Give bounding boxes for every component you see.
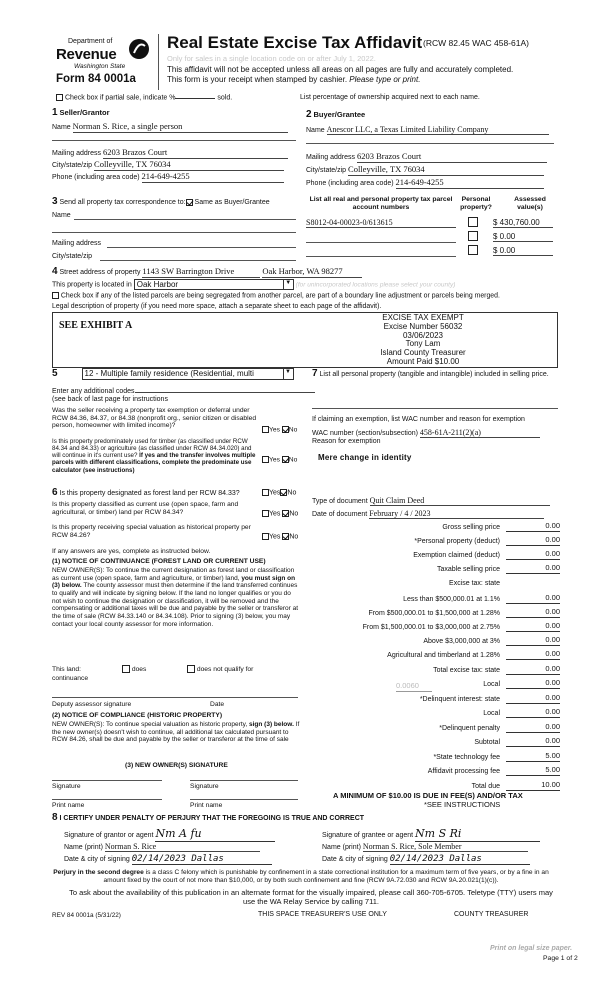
buyer-mail-row: Mailing address 6203 Brazos Court [306, 152, 547, 163]
ownership-percent-note: List percentage of ownership acquired next to each name. [300, 94, 480, 101]
total-label: Local [483, 709, 500, 717]
total-label: *State technology fee [433, 753, 500, 761]
total-value[interactable]: 0.00 [506, 550, 560, 560]
new-owner-signature-heading: (3) NEW OWNER(S) SIGNATURE [125, 762, 228, 769]
total-value[interactable]: 5.00 [506, 752, 560, 762]
total-label: Gross selling price [442, 523, 500, 531]
exemption-yes-checkbox[interactable] [262, 426, 269, 433]
seller-phone-row: Phone (including area code) 214-649-4255 [52, 172, 284, 183]
location-row: This property is located in Oak Harbor ▼ (for unincorporated locations please select your county) [52, 280, 456, 289]
seller-mail-field[interactable]: 6203 Brazos Court [103, 148, 288, 159]
current-use-no-checkbox[interactable] [282, 510, 289, 517]
total-label: Local [483, 680, 500, 688]
legal-description-text: SEE EXHIBIT A [59, 320, 133, 331]
timber-yes-no: Yes No [262, 456, 297, 464]
continuance-notice-text: NEW OWNER(S): To continue the current designation as forest land or classification as current use (open space, farm and agriculture, or timber) land, you must sign on (3) below. The county assessor must then determine if the land transferred continues to qualify and will indicate by signing below. If the land no longer qualifies or you do not wish to continue the designation or classification, it will be removed and the compensating or additional taxes will be due and payable by the seller or transferor at the time of sale (RCW 84.33.140 or 84.34.108). Prior to signing (3) below, you may contact your local county assessor for more information. [52, 567, 299, 628]
total-row [312, 708, 560, 718]
forest-yes-no: Yes No [262, 489, 296, 497]
buyer-mail-field[interactable]: 6203 Brazos Court [357, 152, 547, 163]
parcel-row [306, 218, 456, 228]
total-row [312, 636, 560, 646]
buyer-phone-row: Phone (including area code) 214-649-4255 [306, 178, 544, 189]
dor-logo-mark-icon [128, 38, 150, 60]
answers-instruction: If any answers are yes, complete as instructed below. [52, 548, 211, 555]
total-label: *Delinquent interest: state [419, 695, 500, 703]
deputy-date-label: Date [210, 701, 225, 708]
additional-codes-row: Enter any additional codes [52, 388, 315, 396]
total-row [312, 781, 560, 791]
buyer-city-field[interactable]: Colleyville, TX 76034 [348, 165, 544, 176]
seller-mail-row: Mailing address 6203 Brazos Court [52, 148, 288, 159]
seller-name-field[interactable]: Norman S. Rice, a single person [73, 122, 288, 133]
form-title: Real Estate Excise Tax Affidavit [167, 33, 423, 52]
partial-sale-checkbox[interactable] [56, 94, 63, 101]
total-label: Subtotal [474, 738, 500, 746]
does-checkbox[interactable] [122, 665, 130, 673]
total-label: Above $3,000,000 at 3% [423, 637, 500, 645]
excise-stamp: EXCISE TAX EXEMPT Excise Number 56032 03/06/2023 Tony Lam Island County Treasurer Amount Paid $10.00 [380, 313, 466, 366]
see-instructions: *SEE INSTRUCTIONS [424, 800, 501, 809]
alt-format-notice: To ask about the availability of this publication in an alternate format for the visually impaired, please call 360-705-6705. Teletype (TTY) users may use the WA Relay Service by calling 711. [69, 888, 553, 906]
form-number: Form 84 0001a [56, 73, 136, 85]
chevron-down-icon: ▼ [283, 369, 293, 379]
total-value[interactable]: 5.00 [506, 766, 560, 776]
total-row [312, 694, 560, 704]
total-label: Less than $500,000.01 at 1.1% [403, 595, 500, 603]
total-value[interactable]: 0.00 [506, 650, 560, 660]
segregation-checkbox[interactable] [52, 292, 59, 299]
total-value[interactable]: 0.00 [506, 708, 560, 718]
total-row [312, 723, 560, 733]
total-label: Taxable selling price [436, 565, 500, 573]
grantee-date-field[interactable]: 02/14/2023 Dallas [390, 854, 530, 865]
seller-name-row: Name Norman S. Rice, a single person [52, 122, 296, 133]
logo-revenue: Revenue [56, 46, 117, 64]
exemption-label: If claiming an exemption, list WAC number and reason for exemption [312, 416, 525, 423]
doc-type-field[interactable]: Quit Claim Deed [370, 496, 550, 506]
legal-description-box[interactable] [52, 312, 558, 368]
codes-note: (see back of last page for instructions [52, 396, 168, 403]
seller-phone-field[interactable]: 214-649-4255 [142, 172, 284, 183]
total-row [312, 679, 560, 689]
certify-heading: 8 I CERTIFY UNDER PENALTY OF PERJURY THAT THE FOREGOING IS TRUE AND CORRECT [52, 812, 365, 823]
same-as-buyer-checkbox[interactable] [186, 199, 193, 206]
doc-date-row: Date of document February / 4 / 2023 [312, 509, 544, 519]
page-number: Page 1 of 2 [543, 955, 578, 962]
buyer-phone-field[interactable]: 214-649-4255 [396, 178, 544, 189]
exemption-yes-no: Yes No [262, 426, 297, 434]
parcel-number-field[interactable]: S8012-04-00023-0/613615 [306, 218, 456, 228]
grantor-sig-row: Signature of grantor or agent Nm A fu [64, 828, 275, 842]
reason-label: Reason for exemption [312, 438, 381, 445]
parcel-personal-checkbox[interactable] [468, 217, 478, 227]
total-row [312, 737, 560, 747]
perjury-notice: Perjury in the second degree is a class C felony which is punishable by confinement in a state correctional institution for a maximum term of five years, or by a fine in an amount fixed by the court of not more than $10,000, or by both such confinement and fine (RCW 9A.72.030 and RCW 9A.20.021(1)(c)). [53, 869, 549, 884]
historic-no-checkbox[interactable] [282, 533, 289, 540]
header-note-1: This affidavit will not be accepted unless all areas on all pages are fully and accurately completed. [167, 65, 514, 74]
grantor-date-row: Date & city of signing 02/14/2023 Dallas [64, 854, 272, 865]
minimum-notice: A MINIMUM OF $10.00 IS DUE IN FEE(S) AND/OR TAX [333, 791, 523, 800]
grantee-name-field[interactable]: Norman S. Rice, Sole Member [363, 842, 528, 852]
legal-paper-note: Print on legal size paper. [490, 945, 573, 952]
personal-property-row: 7 List all personal property (tangible and intangible) included in selling price. [312, 368, 549, 379]
logo-state: Washington State [74, 63, 126, 71]
doc-date-field[interactable]: February / 4 / 2023 [369, 509, 544, 519]
historic-question: Is this property receiving special valuation as historical property per RCW 84.26? [52, 524, 251, 539]
total-label: Excise tax: state [449, 580, 500, 587]
continuance-label: continuance [52, 675, 89, 682]
buyer-city-row: City/state/zip Colleyville, TX 76034 [306, 165, 544, 176]
grantee-name-row: Name (print) Norman S. Rice, Sole Member [322, 842, 528, 852]
parcel-assessed-value[interactable]: $ 430,760.00 [493, 218, 553, 228]
landuse-select[interactable]: 12 - Multiple family residence (Residential, multi ▼ [82, 368, 294, 380]
owner-signature-label: Signature [190, 783, 219, 790]
continuance-notice-heading: (1) NOTICE OF CONTINUANCE (FOREST LAND OR CURRENT USE) [52, 558, 266, 565]
total-label: Total due [471, 782, 500, 790]
total-value[interactable]: 0.00 [506, 522, 560, 532]
total-label: *Delinquent penalty [439, 724, 500, 732]
dor-logo [56, 38, 152, 71]
seller-heading: 1 Seller/Grantor [52, 107, 110, 118]
logo-dept: Department of [68, 38, 113, 45]
total-value[interactable]: 0.00 [506, 665, 560, 675]
total-row [312, 650, 560, 660]
total-row [312, 622, 560, 632]
total-label: Total excise tax: state [433, 666, 500, 674]
revision-label: REV 84 0001a (5/31/22) [52, 912, 121, 919]
total-value[interactable]: 0.00 [506, 536, 560, 546]
does-option: does [122, 665, 146, 673]
grantee-date-row: Date & city of signing 02/14/2023 Dallas [322, 854, 530, 865]
grantor-signature[interactable]: Nm A fu [155, 828, 275, 842]
compliance-notice-heading: (2) NOTICE OF COMPLIANCE (HISTORIC PROPERTY) [52, 712, 223, 719]
grantee-sig-row: Signature of grantee or agent Nm S Ri [322, 828, 540, 842]
total-row [312, 752, 560, 762]
total-label: Affidavit processing fee [427, 767, 500, 775]
header-note-2: This form is your receipt when stamped by cashier. Please type or print. [167, 75, 421, 84]
assessed-header: Assessed value(s) [514, 196, 546, 211]
timber-no-checkbox[interactable] [282, 456, 289, 463]
grantor-name-row: Name (print) Norman S. Rice [64, 842, 260, 852]
forest-no-checkbox[interactable] [280, 489, 287, 496]
chevron-down-icon: ▼ [283, 280, 293, 289]
treasurer-use-label: THIS SPACE TREASURER'S USE ONLY [258, 911, 387, 918]
total-row [312, 665, 560, 675]
total-row [312, 580, 560, 588]
current-use-yes-checkbox[interactable] [262, 510, 269, 517]
total-row [312, 536, 560, 546]
total-value[interactable]: 0.00 [506, 622, 560, 632]
parcel-assessed-value[interactable]: $ 0.00 [493, 246, 553, 256]
legal-description-label: Legal description of property (if you need more space, attach a separate sheet to each page of the affidavit). [52, 303, 382, 310]
county-treasurer-label: COUNTY TREASURER [454, 911, 529, 918]
total-value[interactable]: 0.00 [506, 608, 560, 618]
total-row [312, 564, 560, 574]
wac-number-field[interactable]: 458-61A-211(2)(a) [420, 428, 540, 438]
current-use-question: Is this property classified as current use (open space, farm and agricultural, or timber) land per RCW 84.34? [52, 501, 239, 516]
grantor-name-field[interactable]: Norman S. Rice [105, 842, 260, 852]
current-use-yes-no: Yes No [262, 510, 298, 518]
doc-type-row: Type of document Quit Claim Deed [312, 496, 550, 506]
partial-sale-row: Check box if partial sale, indicate % sold. [56, 94, 232, 102]
total-value[interactable]: 0.00 [506, 594, 560, 604]
total-value[interactable]: 0.00 [506, 694, 560, 704]
total-value[interactable]: 10.00 [506, 781, 560, 791]
buyer-name-field[interactable]: Anescor LLC, a Texas Limited Liability Company [327, 125, 549, 135]
total-value[interactable]: 0.00 [506, 679, 560, 689]
does-not-checkbox[interactable] [187, 665, 195, 673]
total-label: Exemption claimed (deduct) [413, 551, 500, 559]
does-not-option: does not qualify for [187, 665, 253, 673]
corr-name-row: Name [52, 212, 296, 220]
street-address-field[interactable]: 1143 SW Barrington Drive [142, 267, 260, 278]
landuse-row: 5 12 - Multiple family residence (Residential, multi ▼ [52, 368, 294, 380]
exemption-question: Was the seller receiving a property tax exemption or deferral under RCW 84.36, 84.37, or 84.38 (nonprofit org., senior citizen or disabled person, homeowner with limited income)? [52, 407, 257, 430]
buyer-heading: 2 Buyer/Grantee [306, 109, 366, 120]
owner-print-label: Print name [52, 802, 85, 809]
total-row [312, 766, 560, 776]
corr-city-row: City/state/zip [52, 253, 296, 261]
deputy-signature-label: Deputy assessor signature [52, 701, 132, 708]
seller-city-field[interactable]: Colleyville, TX 76034 [94, 160, 284, 171]
street-row: 4 Street address of property 1143 SW Barrington Drive Oak Harbor, WA 98277 [52, 266, 362, 278]
forest-yes-checkbox[interactable] [262, 489, 269, 496]
total-label: From $500,000.01 to $1,500,000 at 1.28% [368, 609, 500, 617]
wac-row: WAC number (section/subsection) 458-61A-211(2)(a) [312, 428, 540, 438]
reason-field[interactable]: Mere change in identity [318, 453, 412, 462]
total-value[interactable]: 0.00 [506, 737, 560, 747]
forest-q1: 6 Is this property designated as forest land per RCW 84.33? [52, 487, 240, 498]
timber-question: Is this property predominately used for timber (as classified under RCW 84.34 and 84.33) or agriculture (as classified under RCW 84.34.020) and will continue in it's current use? If yes and the transfer involves multiple parcels with different classifications, complete the predominate use calculator (see instructions) [52, 438, 256, 474]
total-row [312, 522, 560, 532]
seller-city-row: City/state/zip Colleyville, TX 76034 [52, 160, 284, 171]
total-label: *Personal property (deduct) [414, 537, 500, 545]
grantee-signature[interactable]: Nm S Ri [415, 828, 540, 842]
owner-print-label: Print name [190, 802, 223, 809]
total-value[interactable]: 0.00 [506, 564, 560, 574]
total-value[interactable]: 0.00 [506, 723, 560, 733]
header-divider [158, 34, 159, 90]
correspondence-row: 3 Send all property tax correspondence to: Same as Buyer/Grantee [52, 196, 270, 207]
timber-yes-checkbox[interactable] [262, 456, 269, 463]
compliance-notice-text: NEW OWNER(S): To continue special valuation as historic property, sign (3) below. If the new owner(s) doesn't wish to continue, all additional tax calculated pursuant to RCW 84.26, shall be due and payable by the seller or transferor at the time of sale [52, 721, 300, 744]
historic-yes-no: Yes No [262, 533, 298, 541]
total-label: From $1,500,000.01 to $3,000,000 at 2.75% [362, 623, 500, 631]
header-grey-note: Only for sales in a single location code on or after July 1, 2022. [167, 54, 376, 63]
historic-yes-checkbox[interactable] [262, 533, 269, 540]
parcel-personal-checkbox[interactable] [468, 231, 478, 241]
personal-property-header: Personal property? [460, 196, 492, 211]
form-rcw: (RCW 82.45 WAC 458-61A) [423, 38, 529, 48]
parcel-assessed-value[interactable]: $ 0.00 [493, 232, 553, 242]
buyer-name-row: Name Anescor LLC, a Texas Limited Liability Company [306, 125, 549, 135]
total-label: Agricultural and timberland at 1.28% [387, 651, 500, 659]
exemption-no-checkbox[interactable] [282, 426, 289, 433]
total-row [312, 608, 560, 618]
this-land-label: This land: [52, 666, 81, 673]
parcel-header: List all real and personal property tax parcel account numbers [309, 196, 453, 211]
location-select[interactable]: Oak Harbor ▼ [134, 279, 294, 290]
parcel-personal-checkbox[interactable] [468, 245, 478, 255]
total-row [312, 594, 560, 604]
grantor-date-field[interactable]: 02/14/2023 Dallas [132, 854, 272, 865]
street-city-field[interactable]: Oak Harbor, WA 98277 [262, 267, 362, 278]
owner-signature-label: Signature [52, 783, 81, 790]
total-row [312, 550, 560, 560]
total-value[interactable]: 0.00 [506, 636, 560, 646]
segregation-row: Check box if any of the listed parcels are being segregated from another parcel, are part of a boundary line adjustment or parcels being merged. [52, 292, 500, 300]
local-rate-field[interactable]: 0.0060 [396, 682, 432, 692]
corr-mail-row: Mailing address [52, 240, 296, 248]
